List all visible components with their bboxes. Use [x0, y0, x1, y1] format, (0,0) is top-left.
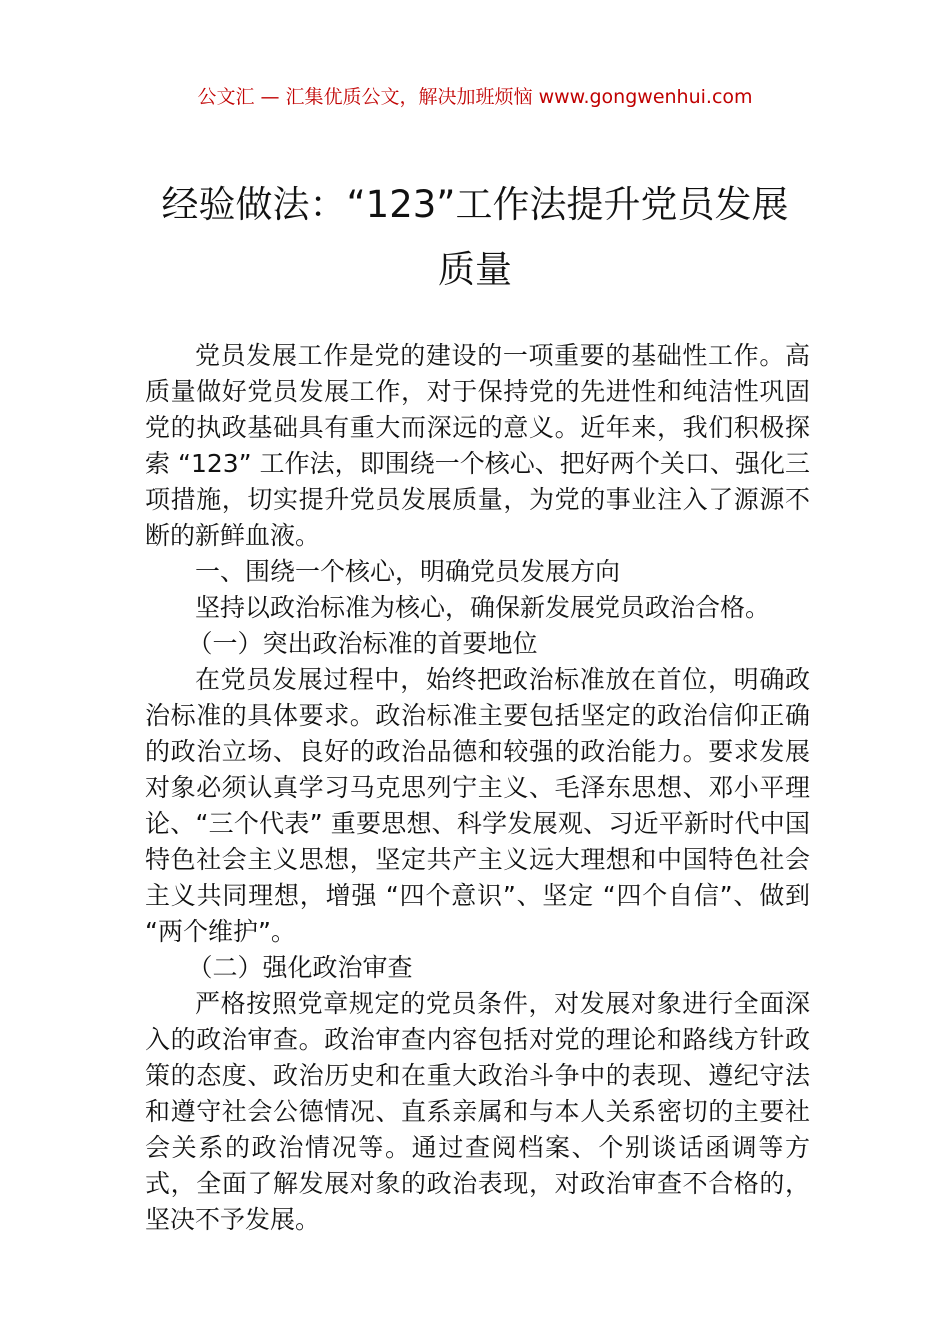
document-title: 经验做法：“123”工作法提升党员发展质量 — [161, 183, 789, 291]
intro-paragraph: 党员发展工作是党的建设的一项重要的基础性工作。高质量做好党员发展工作，对于保持党的先进性和纯洁性巩固党的执政基础具有重大而深远的意义。近年来，我们积极探索 “123” 工作法，即围绕一个核心、把好两个关口、强化三项措施，切实提升党员发展质量，为党的事业注入了源源不断的新鲜血液。 — [145, 341, 810, 550]
body-paragraph: 严格按照党章规定的党员条件，对发展对象进行全面深入的政治审查。政治审查内容包括对党的理论和路线方针政策的态度、政治历史和在重大政治斗争中的表现、遵纪守法和遵守社会公德情况、直系亲属和与本人关系密切的主要社会关系的政治情况等。通过查阅档案、个别谈话函调等方式，全面了解发展对象的政治表现，对政治审查不合格的，坚决不予发展。 — [145, 989, 810, 1234]
section-summary: 坚持以政治标准为核心，确保新发展党员政治合格。 — [195, 593, 771, 622]
body-paragraph: 在党员发展过程中，始终把政治标准放在首位，明确政治标准的具体要求。政治标准主要包括坚定的政治信仰正确的政治立场、良好的政治品德和较强的政治能力。要求发展对象必须认真学习马克思列宁主义、毛泽东思想、邓小平理论、“三个代表” 重要思想、科学发展观、习近平新时代中国特色社会主义思想，坚定共产主义远大理想和中国特色社会主义共同理想，增强 “四个意识”、坚定 “四个自信”、做到 “两个维护”。 — [145, 665, 810, 946]
subsection-heading: （二）强化政治审查 — [187, 953, 413, 982]
document-body — [145, 338, 810, 1238]
header-banner: 公文汇 — 汇集优质公文，解决加班烦恼 www.gongwenhui.com — [197, 86, 753, 108]
section-heading: 一、围绕一个核心，明确党员发展方向 — [195, 557, 621, 586]
subsection-heading: （一）突出政治标准的首要地位 — [187, 629, 538, 658]
